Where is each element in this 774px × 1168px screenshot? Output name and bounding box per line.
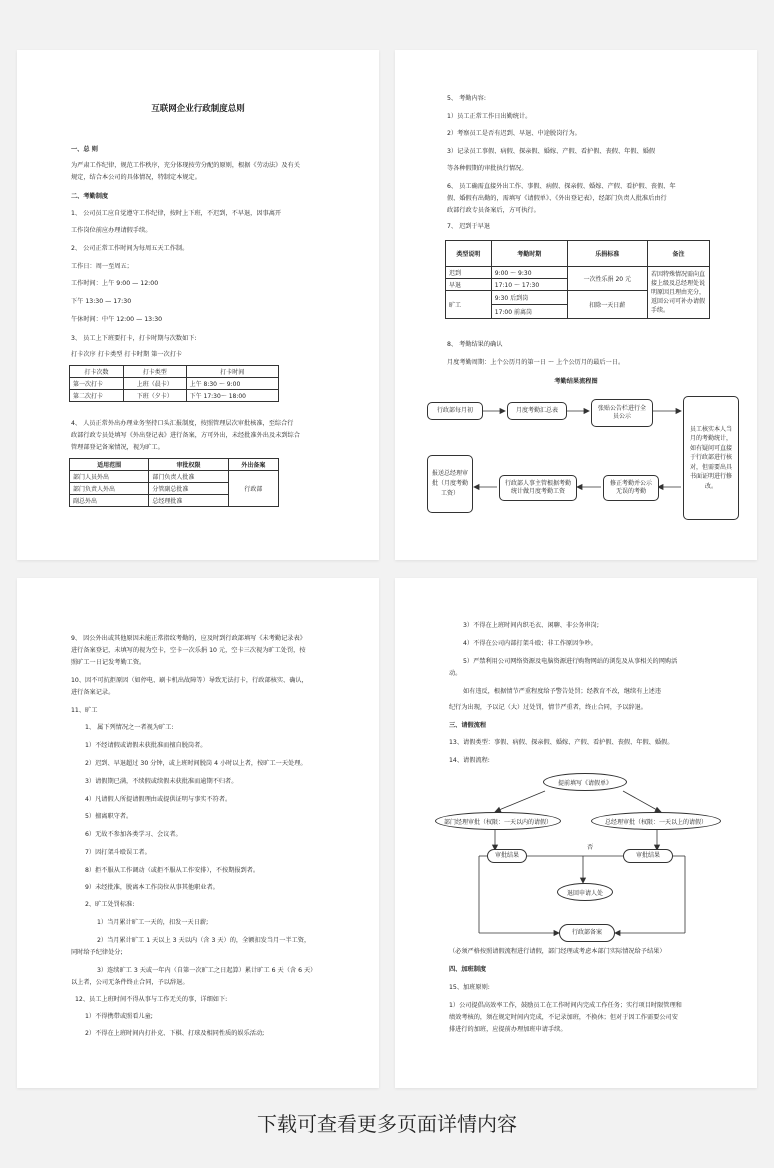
paragraph-line: 2）当月累计旷工 1 天以上 3 天以内（含 3 天）的，全额扣发当月一半工资， [97,937,311,944]
paragraph-line: 15、加班原则: [449,984,490,991]
paragraph-line: 进行备案登记，未填写的视为空卡，空卡一次乐捐 10 元，空卡三次视为旷工处罚，按 [71,647,306,654]
table-cell: 下午 17:30～ 18:00 [186,390,278,402]
paragraph-line: 打卡次序 打卡类型 打卡时期 第一次打卡 [71,351,183,358]
paragraph-line: 4）凡请假人所提请假理由或提供证明与事实不符者。 [85,796,232,803]
paragraph-line: 8、 考勤结果的确认 [447,341,503,348]
paragraph-line: 如有违反，根据情节严重程度给予警告处罚；经教育不改，继续有上述违 [463,688,661,695]
leave-flow-return: 退回申请人处 [557,883,613,901]
table-cell: 下班（夕卡） [123,390,186,402]
table-cell: 17:10 ～ 17:30 [491,279,567,291]
table-header: 打卡类型 [123,366,186,378]
document-page-1 [17,50,379,560]
paragraph-line: 8）拒不服从工作调动（或拒不服从工作安排），不按期报到者。 [85,867,260,874]
paragraph-line: 照旷工一日记发考勤工资。 [71,659,146,666]
leave-flow-no-label: 否 [587,844,594,851]
flowchart-note: （必须严格按照请假流程进行请假，部门经理或考虑本部门实际情况给予结果） [449,948,666,955]
paragraph-line: 14、请假流程: [449,757,490,764]
paragraph-line: 等各种假期的审批执行情况。 [447,165,528,172]
paragraph-line: 午休时间：中午 12:00 — 13:30 [71,316,163,323]
flow-step-monthly-start: 行政部每月初 [427,402,483,420]
paragraph-line: 同时给予纪律处分; [71,949,123,956]
table-cell: 上午 8:30 ～ 9:00 [186,378,278,390]
table-cell: 9:00 ～ 9:30 [491,267,567,279]
table-cell: 上班（晨卡） [123,378,186,390]
flow-step-gm-approval: 报送总经理审批（月度考勤工资） [427,455,473,513]
paragraph-line: 下午 13:30 — 17:30 [71,298,132,305]
table-cell: 9:30 后到岗 [491,291,567,305]
table-cell: 分管副总批准 [149,483,228,495]
leave-flow-result-right: 审批结果 [623,849,673,863]
paragraph-line: 4、 人员正常外出办理业务坚持口头汇报制度，按照管理层次审批核准，至综合行 [71,420,294,427]
document-page-3 [17,578,379,1088]
paragraph-line: 7、 迟到于早退 [447,223,491,230]
paragraph-line: 政部行政专员处填写《外出登记表》进行备案，方可外出，未经批准外出及未到综合 [71,432,300,439]
table-cell: 第二次打卡 [70,390,124,402]
leave-flow-dept-approval: 部门经理审批（权限：一天以内的请假） [435,812,561,830]
document-page-2 [395,50,757,560]
leave-flow-result-left: 审批结果 [487,849,527,863]
paragraph-line: 2、 公司正常工作时间为每周五天工作制。 [71,245,189,252]
paragraph-line: 工作岗位前应办理请假手续。 [71,227,152,234]
paragraph-line: 3）记录员工事假、病假、探亲假、婚嫁、产假、看护假、丧假、年假、婚假 [447,148,656,155]
table-header: 适用范围 [70,459,149,471]
paragraph-line: 动。 [449,670,462,677]
flow-step-correct: 修正考勤并公示无误的考勤 [603,475,659,501]
table-cell: 副总外出 [70,495,149,507]
leave-flowchart-connectors [395,578,757,1088]
paragraph-line: 进行备案记录。 [71,689,115,696]
table-header: 打卡次数 [70,366,124,378]
section-heading: 一、总 则 [71,146,98,153]
table-header: 考勤时期 [491,241,567,267]
paragraph-line: 1）公司提倡高效率工作，鼓励员工在工作时间内完成工作任务；实行项目时限管理和 [449,1002,682,1009]
paragraph-line: 5）严禁利用公司网络资源及电脑资源进行购物网站的浏览及从事相关的网购活 [463,658,678,665]
paragraph-line: 2）迟到、早退超过 30 分钟，或上班时间脱岗 4 小时以上者，按旷工一天处理。 [85,760,307,767]
paragraph-line: 9、 因公外出或其他原因未能正常指纹考勤的，应及时到行政部填写《未考勤记录表》 [71,635,306,642]
paragraph-line: 3）请假期已满，不续假或续假未获批准而逾期不归者。 [85,778,238,785]
paragraph-line: 13、请假类型：事假、病假、探亲假、婚嫁、产假、看护假、丧假、年假、婚假。 [449,739,674,746]
paragraph-line: 以上者，公司无条件终止合同，予以辞退。 [71,979,189,986]
section-heading: 四、加班制度 [449,966,487,973]
paragraph-line: 5）擅离职守者。 [85,813,133,820]
paragraph-line: 政部行政专员备案后，方可执行。 [447,207,540,214]
table-cell: 部门负责人外出 [70,483,149,495]
table-cell: 部门负责人批准 [149,471,228,483]
table-cell: 总经理批准 [149,495,228,507]
paragraph-line: 7）因打架斗殴误工者。 [85,849,151,856]
paragraph-line: 3、 员工上下班要打卡，打卡时期与次数如下: [71,335,197,342]
table-cell: 早退 [446,279,492,291]
approval-table [69,458,279,507]
table-row [70,471,279,483]
paragraph-line: 规定，结合本公司的具体情况，特制定本规定。 [71,174,201,181]
paragraph-line: 9）未经批准，脱离本工作岗位从事其他职业者。 [85,884,219,891]
paragraph-line: 1）员工正常工作日出勤统计。 [447,113,532,120]
leave-flow-fill-form: 提前填写《请假单》 [543,773,627,791]
paragraph-line: 假、婚假有出勤的，需填写《请假单》、《外出登记表》，经部门负责人批准后由行 [447,195,667,202]
flow-step-payroll: 行政部人事主管根据考勤统计做月度考勤工资 [499,475,577,501]
table-cell: 第一次打卡 [70,378,124,390]
paragraph-line: 10、因不可抗拒原因（如停电、刷卡机出故障等）导致无法打卡，行政部核实、确认， [71,677,308,684]
paragraph-line: 2）不得在上班时间内打扑克、下棋、打球及相同性质的娱乐活动; [85,1030,265,1037]
paragraph-line: 6、 员工确需直接外出工作、事假、病假、探亲假、婚嫁、产假、看护假、丧假、年 [447,183,676,190]
paragraph-line: 3）不得在上班时间内织毛衣、闲聊、非公务串岗; [463,622,599,629]
table-cell: 行政部 [228,471,278,507]
table-header: 外出备案 [228,459,278,471]
punch-time-table [69,365,279,402]
paragraph-line: 11、旷工 [71,707,98,714]
table-header: 乐捐标准 [567,241,647,267]
document-title: 互联网企业行政制度总则 [151,104,245,114]
paragraph-line: 4）不得在公司内部打架斗殴；非工作原因争吵。 [463,640,597,647]
leave-flow-gm-approval: 总经理审批（权限：一天以上的请假） [591,812,721,830]
paragraph-line: 排进行的加班，应提前办理加班申请手续。 [449,1026,567,1033]
paragraph-line: 1、 属下列情况之一者视为旷工: [85,724,174,731]
table-header: 备注 [648,241,710,267]
paragraph-line: 1）当月累计旷工一天的，扣发一天日薪; [97,919,209,926]
table-cell: 部门人员外出 [70,471,149,483]
leave-flow-archive: 行政部备案 [559,924,615,942]
paragraph-line: 1）不经请假或请假未获批准而擅自脱岗者。 [85,742,207,749]
paragraph-line: 为严肃工作纪律，规范工作秩序，充分体现按劳分配的原则，根据《劳动法》及有关 [71,162,300,169]
flowchart-title: 考勤结果流程图 [554,378,598,385]
table-header: 审批权限 [149,459,228,471]
paragraph-line: 6）无故不参加各类学习、会议者。 [85,831,182,838]
table-cell: 一次性乐捐 20 元 [567,267,647,291]
table-header: 类型说明 [446,241,492,267]
paragraph-line: 12、员工上班时间不得从事与工作无关的事，详细如下: [75,996,228,1003]
paragraph-line: 纪行为出现，予以记（大）过处罚，情节严重者，终止合同，予以辞退。 [449,704,647,711]
paragraph-line: 管理部登记备案情况，视为旷工。 [71,444,164,451]
paragraph-line: 2）考察员工是否有迟到、早退、中途脱岗行为。 [447,130,581,137]
paragraph-line: 工作日：周一至周五； [71,263,133,270]
flow-step-publish: 张贴公告栏进行全员公示 [591,399,653,427]
paragraph-line: 工作时间：上午 9:00 — 12:00 [71,280,159,287]
paragraph-line: 月度考勤周期：上个公历月的第一日 ～ 上个公历月的最后一日。 [447,359,625,366]
paragraph-line: 3）连续旷工 3 天或一年内（自第一次旷工之日起算）累计旷工 6 天（含 6 天） [97,967,317,974]
document-page-4 [395,578,757,1088]
table-cell: 迟到 [446,267,492,279]
table-cell: 旷工 [446,291,492,319]
flow-step-employee-verify: 员工核实本人当月的考勤统计，如有疑问可直接于行政部进行核对，但需要出具书面证明进行修改。 [683,396,739,520]
table-header: 打卡时间 [186,366,278,378]
table-row [70,390,279,402]
paragraph-line: 1、 公司员工应自觉遵守工作纪律，按时上下班，不迟到，不早退，因事离开 [71,210,282,217]
table-cell: 17:00 前离岗 [491,305,567,319]
section-heading: 三、请假流程 [449,722,487,729]
download-prompt[interactable]: 下载可查看更多页面详情内容 [257,1112,517,1136]
flow-step-summary: 月度考勤汇总表 [507,402,567,420]
table-cell: 若因特殊情况需向直接上级及总经理处说明原因且理由充分，返回公司可补办请假手续。 [648,267,710,319]
section-heading: 二、考勤制度 [71,193,109,200]
paragraph-line: 绩效考核的，须在规定时间内完成，不记录加班，不换休；但对于因工作需要公司安 [449,1014,678,1021]
table-cell: 扣除一天日薪 [567,291,647,319]
paragraph-line: 5、 考勤内容: [447,95,486,102]
paragraph-line: 2、旷工处罚标准: [85,901,135,908]
paragraph-line: 1）不得携带或照看儿童; [85,1013,153,1020]
table-row [70,378,279,390]
